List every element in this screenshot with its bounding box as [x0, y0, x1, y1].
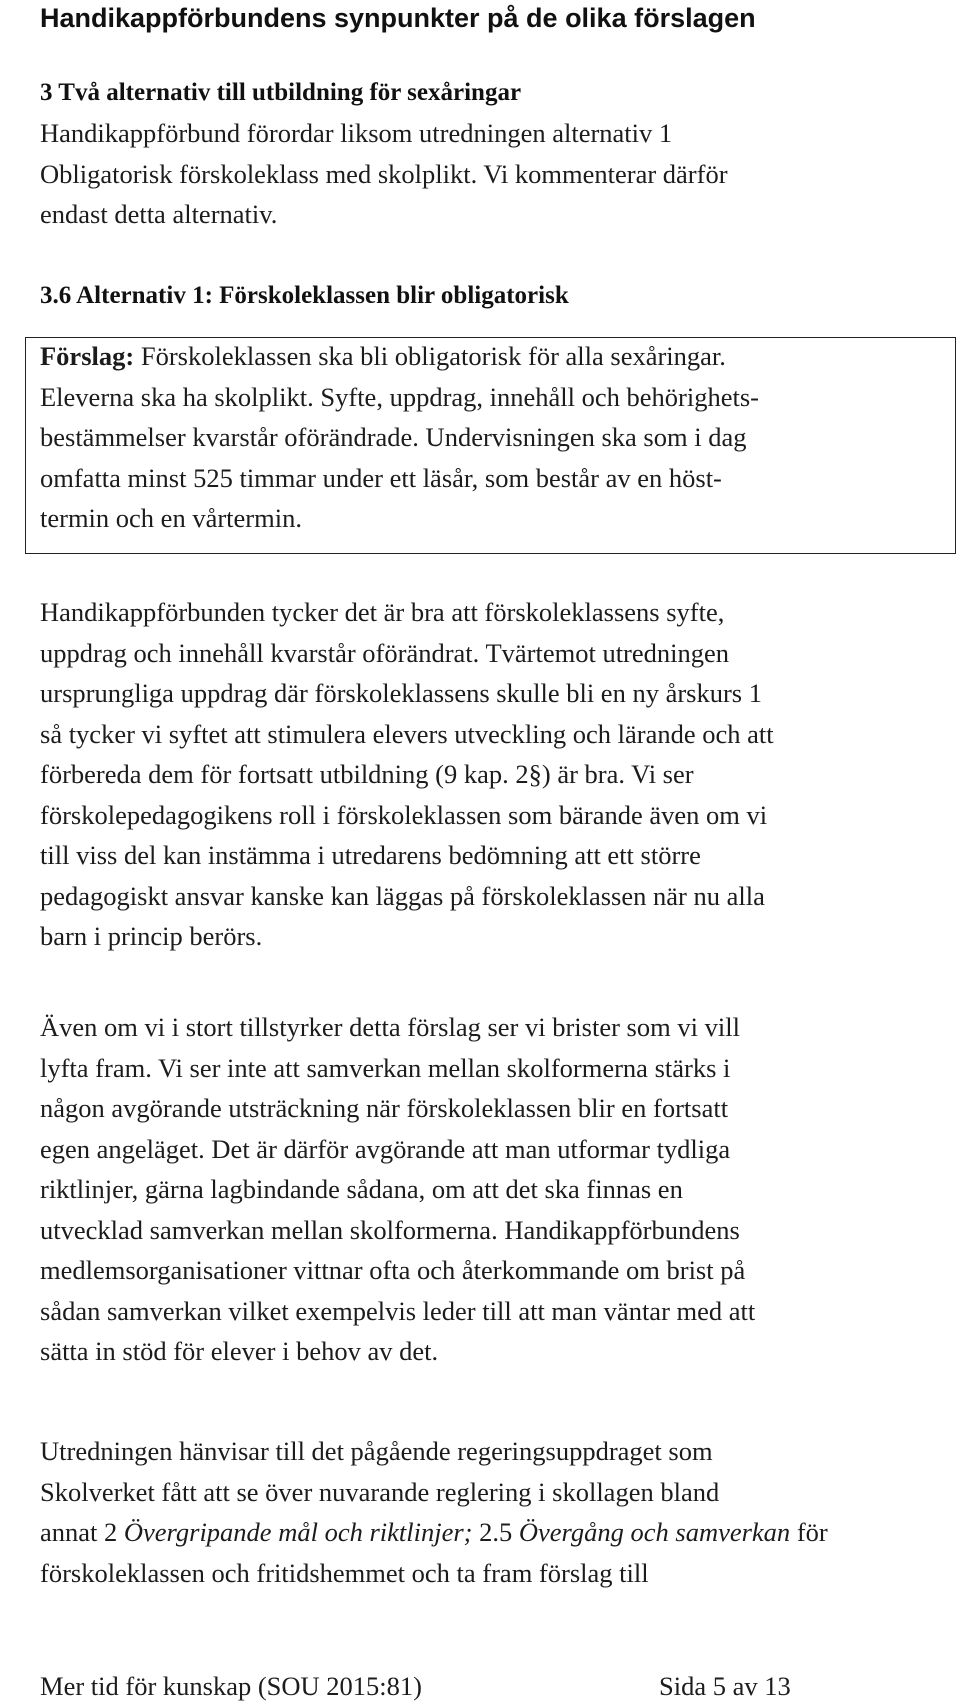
- text-line: Även om vi i stort tillstyrker detta förslag ser vi brister som vi vill: [40, 1012, 740, 1042]
- text-line: bestämmelser kvarstår oförändrade. Undervisningen ska som i dag: [40, 422, 747, 452]
- italic-reference: Övergång och samverkan: [518, 1517, 791, 1547]
- text-line: Skolverket fått att se över nuvarande reglering i skollagen bland: [40, 1476, 720, 1507]
- text-line: termin och en vårtermin.: [40, 503, 302, 533]
- paragraph-2-text: [40, 1007, 930, 1372]
- paragraph-2: [40, 1007, 930, 1372]
- text-line: [40, 1512, 930, 1553]
- text-line: Handikappförbunden tycker det är bra att förskoleklassens syfte,: [40, 597, 725, 627]
- section-3-title: 3 Två alternativ till utbildning för sexåringar: [40, 79, 522, 106]
- text-line: [40, 336, 759, 377]
- page-heading: Handikappförbundens synpunkter på de olika förslagen: [40, 3, 756, 33]
- text-line: Utredningen hänvisar till det pågående regeringsuppdraget som: [40, 1436, 713, 1466]
- section-3-6: [40, 276, 930, 316]
- text-line: barn i princip berörs.: [40, 921, 263, 951]
- text-line: Obligatorisk förskoleklass med skolplikt. Vi kommenterar därför: [40, 158, 728, 189]
- text-segment: för: [790, 1517, 828, 1547]
- text-line: omfatta minst 525 timmar under ett läsår, som består av en höst-: [40, 462, 722, 493]
- proposal-text: [40, 336, 759, 539]
- text-line: förskoleklassen och fritidshemmet och ta fram förslag till: [40, 1557, 649, 1588]
- italic-reference: Övergripande mål och riktlinjer;: [123, 1517, 473, 1547]
- text-line: lyfta fram. Vi ser inte att samverkan mellan skolformerna stärks i: [40, 1052, 731, 1083]
- text-line: förbereda dem för fortsatt utbildning (9 kap. 2§) är bra. Vi ser: [40, 759, 694, 789]
- text-line: Eleverna ska ha skolplikt. Syfte, uppdrag, innehåll och behörighets-: [40, 381, 759, 412]
- text-line: till viss del kan instämma i utredarens bedömning att ett större: [40, 840, 701, 870]
- proposal-label: Förslag:: [40, 341, 135, 371]
- section-3-text: [40, 113, 930, 235]
- text-line: pedagogiskt ansvar kanske kan läggas på förskoleklassen när nu alla: [40, 880, 765, 911]
- paragraph-3-text: [40, 1431, 930, 1593]
- section-3-6-title: 3.6 Alternativ 1: Förskoleklassen blir obligatorisk: [40, 282, 569, 309]
- text-line: uppdrag och innehåll kvarstår oförändrat. Tvärtemot utredningen: [40, 637, 730, 668]
- text-segment: 2.5: [472, 1517, 519, 1547]
- paragraph-1: [40, 592, 930, 957]
- footer-title: Mer tid för kunskap (SOU 2015:81): [40, 1671, 422, 1701]
- text-line: egen angeläget. Det är därför avgörande att man utformar tydliga: [40, 1133, 731, 1164]
- proposal-first-line: Förskoleklassen ska bli obligatorisk för alla sexåringar.: [134, 341, 726, 371]
- text-line: sätta in stöd för elever i behov av det.: [40, 1336, 439, 1366]
- text-line: utvecklad samverkan mellan skolformerna. Handikappförbundens: [40, 1214, 740, 1245]
- text-line: förskolepedagogikens roll i förskoleklassen som bärande även om vi: [40, 799, 768, 830]
- text-segment: annat 2: [40, 1517, 124, 1547]
- text-line: medlemsorganisationer vittnar ofta och återkommande om brist på: [40, 1255, 746, 1285]
- text-line: ursprungliga uppdrag där förskoleklassens skulle bli en ny årskurs 1: [40, 678, 762, 708]
- text-line: sådan samverkan vilket exempelvis leder till att man väntar med att: [40, 1295, 756, 1326]
- text-line: så tycker vi syftet att stimulera elevers utveckling och lärande och att: [40, 718, 774, 749]
- section-3: [40, 73, 930, 235]
- text-line: endast detta alternativ.: [40, 199, 278, 229]
- text-line: Handikappförbund förordar liksom utredningen alternativ 1: [40, 118, 673, 148]
- page-number: Sida 5 av 13: [659, 1671, 791, 1701]
- text-line: någon avgörande utsträckning när förskoleklassen blir en fortsatt: [40, 1093, 729, 1123]
- text-line: riktlinjer, gärna lagbindande sådana, om att det ska finnas en: [40, 1174, 683, 1204]
- paragraph-3: [40, 1431, 930, 1593]
- paragraph-1-text: [40, 592, 930, 957]
